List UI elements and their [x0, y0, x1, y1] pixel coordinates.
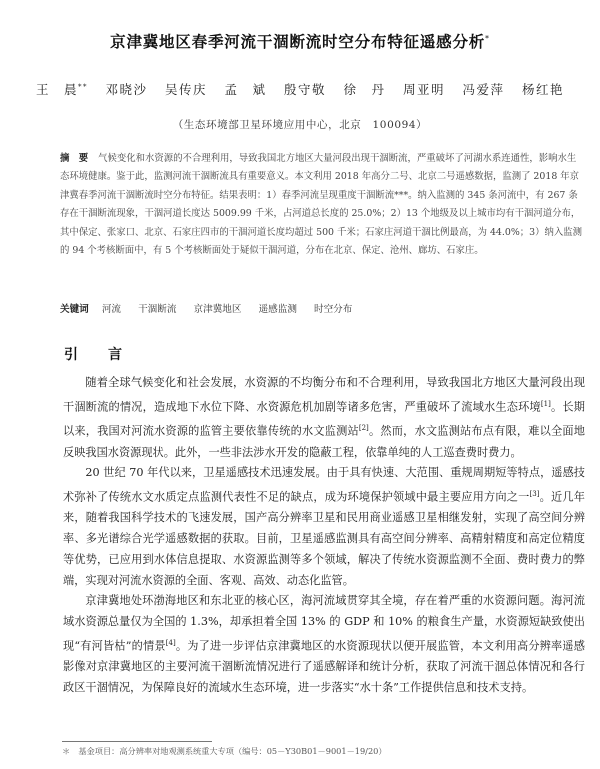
abstract-label: 摘 要: [60, 153, 89, 164]
author-name: 殷守敬: [283, 82, 326, 97]
keyword: 时空分布: [314, 304, 353, 315]
author-name: 冯爱萍: [462, 82, 505, 97]
author-name: 吴传庆: [164, 82, 207, 97]
paragraph-text: 。为了进一步评估京津冀地区的水资源现状以便开展监管，本文利用高分辨率遥感影像对京津冀地区的主要河流干涸断流情况进行了遥感解译和统计分析，获取了河流干涸总体情况和各行政区干涸情况，为保障良好的流域水生态环境，进一步落实“水十条”工作提供信息和技术支持。: [63, 639, 585, 694]
paper-title-text: 京津冀地区春季河流干涸断流时空分布特征遥感分析: [110, 33, 486, 51]
keywords: [60, 301, 585, 315]
author: [165, 80, 207, 98]
introduction-body: [63, 373, 585, 698]
footnote-divider: [62, 741, 212, 742]
author-list: [0, 80, 600, 98]
author: [522, 80, 564, 98]
author-name: 孟 斌: [224, 82, 267, 97]
author: [343, 80, 385, 98]
paragraph-text: 20 世纪 70 年代以来，卫星遥感技术迅速发展。由于具有快速、大范围、重规周期短等特点，遥感技术弥补了传统水文水质定点监测代表性不足的缺点，成为环境保护领域中最主要应用方向之一: [63, 466, 585, 504]
body-paragraph: [63, 591, 585, 698]
body-paragraph: [63, 373, 585, 463]
keyword: 遥感监测: [258, 304, 297, 315]
author: [105, 80, 147, 98]
author-name: 徐 丹: [343, 82, 386, 97]
keyword: 干涸断流: [138, 304, 177, 315]
author-name: 邓晓沙: [105, 82, 148, 97]
paragraph-text: 。然而，水文监测站布点有限，难以全面地反映我国水资源现状。此外，一些非法涉水开发的隐蔽工程，依靠单纯的人工巡查费时费力。: [63, 424, 585, 459]
citation-link[interactable]: [3]: [529, 489, 540, 498]
author-name: 杨红艳: [521, 82, 564, 97]
keyword: 河流: [101, 304, 122, 315]
author: [462, 80, 504, 98]
paragraph-text: 随着全球气候变化和社会发展，水资源的不均衡分布和不合理利用，导致我国北方地区大量河段出现干涸断流的情况，造成地下水位下降、水资源危机加剧等诸多危害，严重破坏了流域水生态环境: [63, 376, 585, 414]
citation-link[interactable]: [1]: [540, 399, 551, 408]
author: [224, 80, 266, 98]
funding-footnote: ＊ 基金项目：高分辨率对地观测系统重大专项（编号：05－Y30B01－9001－19/20）: [62, 746, 387, 756]
author-name: 王 晨: [35, 82, 78, 97]
author: [284, 80, 326, 98]
abstract-text: 气候变化和水资源的不合理利用，导致我国北方地区大量河段出现干涸断流，严重破坏了河湖水系连通性，影响水生态环境健康。鉴于此，监测河流干涸断流具有重要意义。本文利用 2018 年高分二号、北京二号遥感数据，监测了 2018 年京津冀春季河流干涸断流时空分布特征。结果表明：1）春季河流呈现重度干涸断流***。纳入监测的 345 条河流中，有 267 条存在干涸断流现象，干涸河道长度达 5009.99 千米，占河道总长度的 25.0%；2）13 个地级及以上城市均有干涸河道分布，其中保定、张家口、北京、石家庄四市的干涸河道长度均超过 500 千米；石家庄河道干涸比例最高，为 44.0%；3）纳入监测的 94 个考核断面中，有 5 个考核断面处于疑似干涸河道，分布在北京、保定、沧州、廊坊、石家庄。: [60, 153, 582, 257]
keyword: 京津冀地区: [193, 304, 242, 315]
affiliation: （生态环境部卫星环境应用中心，北京 100094）: [172, 119, 428, 131]
paragraph-text: 。长期以来，我国对河流水资源的监管主要依靠传统的水文监测站: [63, 400, 585, 438]
paragraph-text: 京津冀地处环渤海地区和东北亚的核心区，海河流域贯穿其全境，存在着严重的水资源问题。海河流域水资源总量仅为全国的 1.3%，却承担着全国 13% 的 GDP 和 10% 的粮食生产量，水资源短缺致使出现“有河皆枯”的情景: [63, 594, 585, 653]
author-note-marker: **: [78, 82, 88, 91]
paragraph-text: 。近几年来，随着我国科学技术的飞速发展，国产高分辨率卫星和民用商业遥感卫星相继发射，实现了高空间分辨率、多光谱综合光学遥感数据的获取。目前，卫星遥感监测具有高空间分辨率、高精射精度和高定位精度等优势，已应用到水体信息提取、水资源监测等多个领域，解决了传统水资源监测不全面、费时费力的弊端，实现对河流水资源的全面、客观、高效、动态化监管。: [63, 490, 585, 587]
citation-link[interactable]: [2]: [358, 424, 369, 433]
section-heading-introduction: 引 言: [64, 347, 130, 363]
keywords-label: 关键词: [60, 304, 89, 315]
paper-title: [0, 30, 600, 52]
citation-link[interactable]: [4]: [165, 638, 176, 647]
author: [403, 80, 445, 98]
abstract: [60, 150, 585, 260]
author-name: 周亚明: [402, 82, 445, 97]
author: [36, 80, 88, 98]
body-paragraph: [63, 463, 585, 591]
title-footnote-marker: *: [485, 33, 490, 43]
